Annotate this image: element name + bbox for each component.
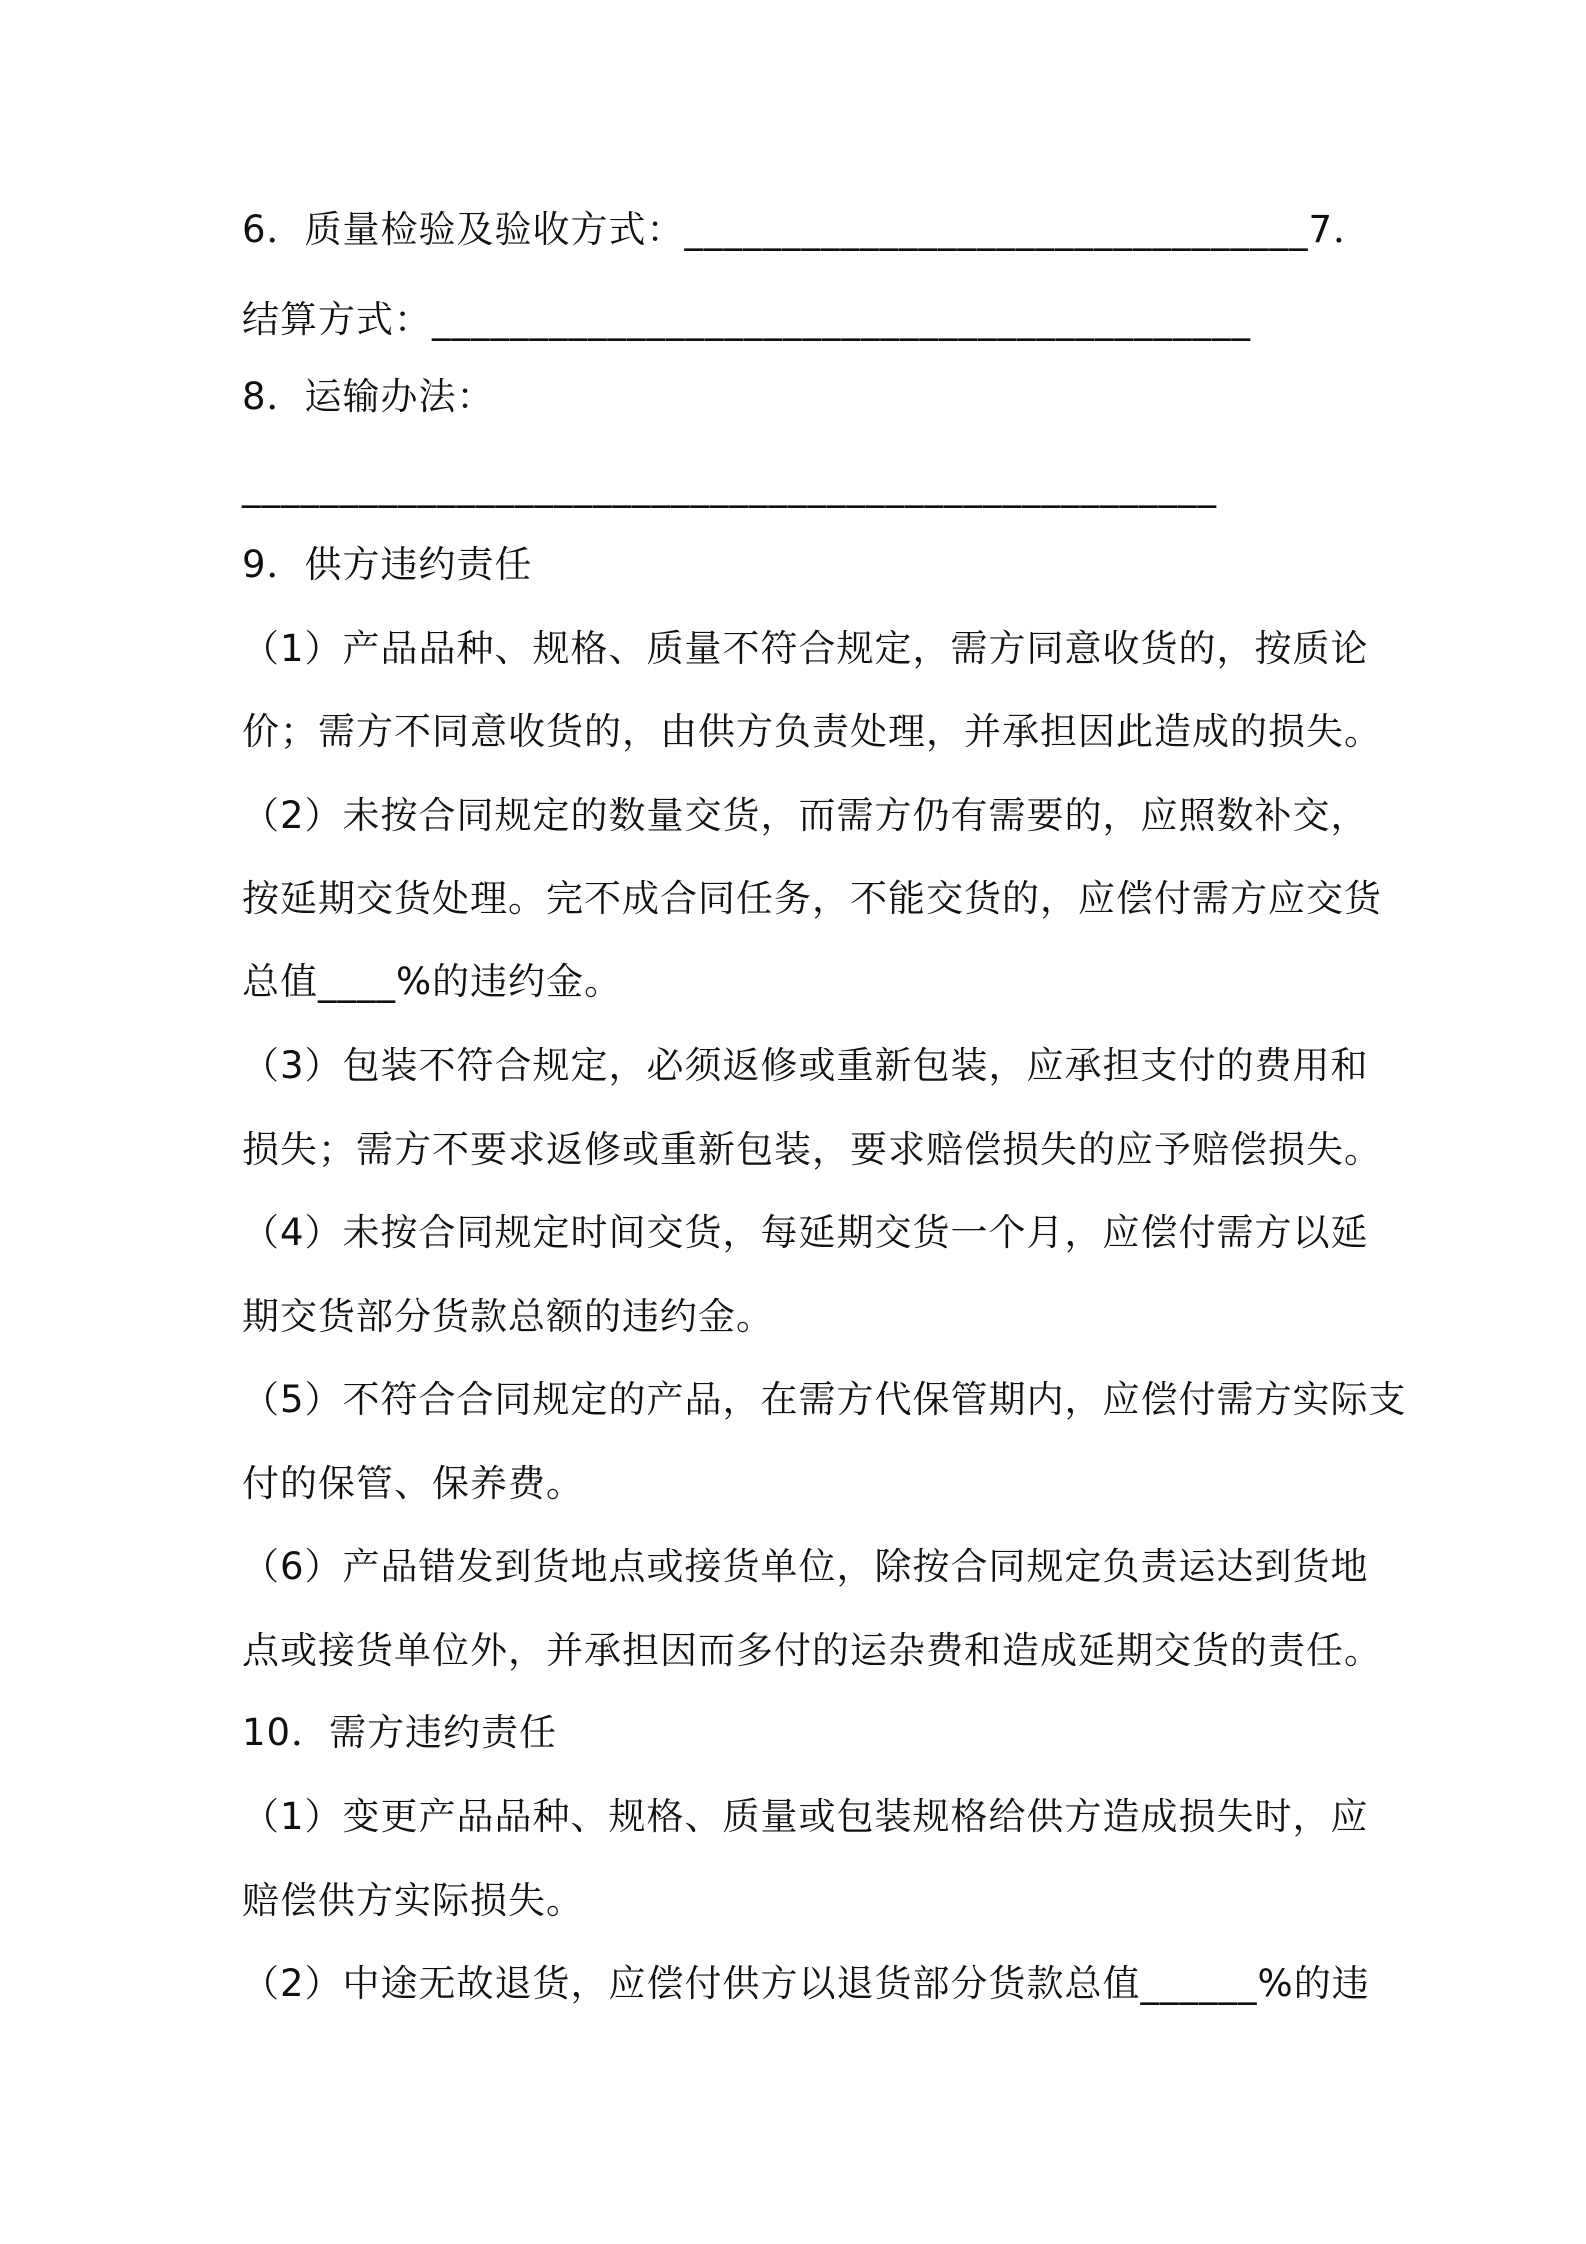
item-9-clause-3-line-1: （3）包装不符合规定，必须返修或重新包装，应承担支付的费用和 [242, 1044, 1369, 1087]
item-7-settlement-method: 结算方式：__________________________________________ [242, 298, 1251, 341]
item-9-clause-2-line-3: 总值____%的违约金。 [242, 960, 623, 1003]
item-10-clause-1-line-1: （1）变更产品品种、规格、质量或包装规格给供方造成损失时，应 [242, 1795, 1369, 1838]
item-9-clause-5-line-1: （5）不符合合同规定的产品，在需方代保管期内，应偿付需方实际支 [242, 1378, 1407, 1421]
item-9-heading: 9．供方违约责任 [242, 543, 533, 586]
item-9-clause-5-line-2: 付的保管、保养费。 [242, 1462, 584, 1505]
item-9-clause-3-line-2: 损失；需方不要求返修或重新包装，要求赔偿损失的应予赔偿损失。 [242, 1128, 1382, 1171]
item-6-quality-inspection: 6．质量检验及验收方式：________________________________7． [242, 208, 1372, 251]
item-10-clause-2-line-1: （2）中途无故退货，应偿付供方以退货部分货款总值______%的违 [242, 1962, 1370, 2005]
item-10-clause-1-line-2: 赔偿供方实际损失。 [242, 1879, 584, 1922]
item-8-blank-line: __________________________________________________ [242, 465, 1217, 508]
item-9-clause-6-line-1: （6）产品错发到货地点或接货单位，除按合同规定负责运达到货地 [242, 1545, 1369, 1588]
item-10-heading: 10．需方违约责任 [242, 1711, 558, 1754]
item-9-clause-2-line-1: （2）未按合同规定的数量交货，而需方仍有需要的，应照数补交， [242, 794, 1369, 837]
item-9-clause-4-line-2: 期交货部分货款总额的违约金。 [242, 1295, 774, 1338]
item-9-clause-1-line-2: 价；需方不同意收货的，由供方负责处理，并承担因此造成的损失。 [242, 710, 1382, 753]
item-9-clause-6-line-2: 点或接货单位外，并承担因而多付的运杂费和造成延期交货的责任。 [242, 1629, 1382, 1672]
item-9-clause-2-line-2: 按延期交货处理。完不成合同任务，不能交货的，应偿付需方应交货 [242, 877, 1382, 920]
item-9-clause-1-line-1: （1）产品品种、规格、质量不符合规定，需方同意收货的，按质论 [242, 627, 1369, 670]
item-8-transport-method: 8．运输办法： [242, 375, 495, 418]
item-9-clause-4-line-1: （4）未按合同规定时间交货，每延期交货一个月，应偿付需方以延 [242, 1211, 1369, 1254]
